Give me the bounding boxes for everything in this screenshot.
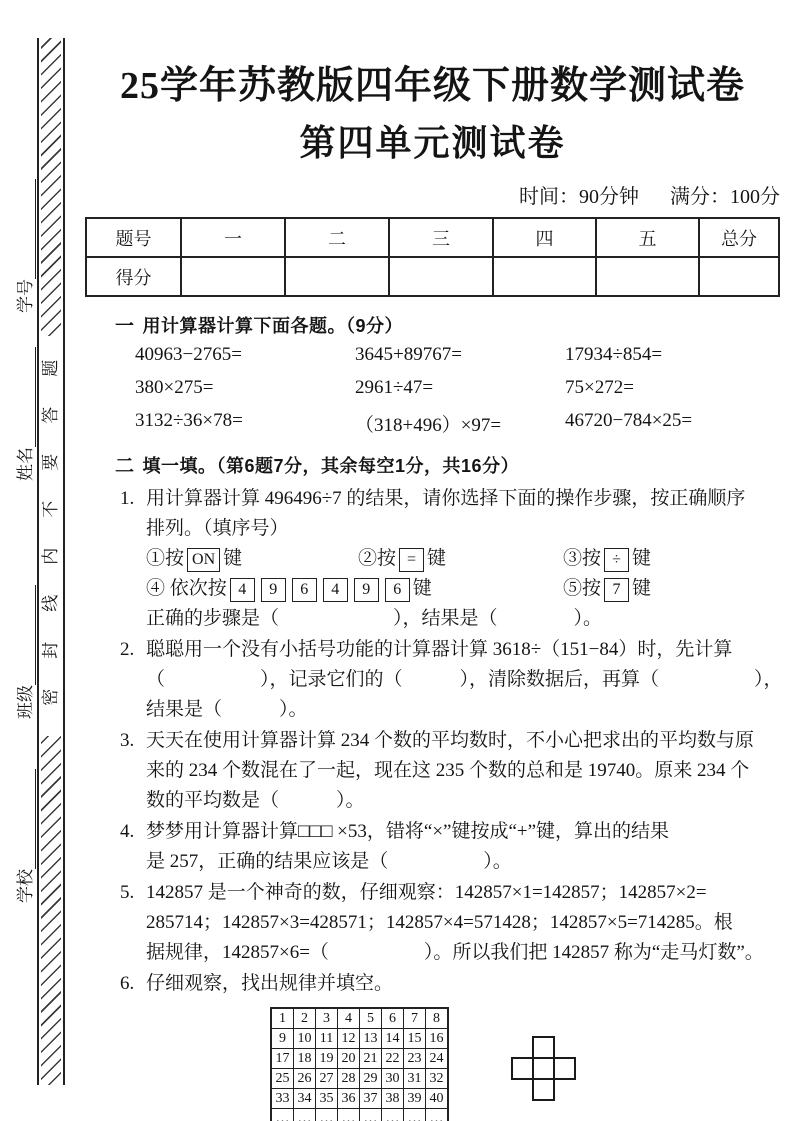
digit-key: 4 (323, 578, 348, 602)
question-1 (120, 484, 780, 634)
grid-cell: 9 (271, 1029, 294, 1049)
grid-cell: 4 (338, 1008, 360, 1029)
question-1-line2: 排列。（填序号） (146, 518, 289, 539)
grid-cell: 20 (338, 1049, 360, 1069)
grid-cell: 32 (426, 1069, 449, 1089)
divide-key: ÷ (604, 548, 629, 572)
name-label: 姓名 (16, 447, 35, 481)
grid-cell: 5 (360, 1008, 382, 1029)
header-part-5: 五 (596, 218, 699, 257)
seal-char: 答 (41, 406, 60, 424)
grid-cell: … (382, 1109, 404, 1121)
header-part-2: 二 (285, 218, 389, 257)
score-cell (181, 257, 285, 296)
header-total: 总分 (699, 218, 779, 257)
calculator-problems (85, 344, 780, 437)
question-3-number: 3. (120, 730, 135, 751)
grid-cell: 40 (426, 1089, 449, 1109)
paper-title-line1: 25学年苏教版四年级下册数学测试卷 (119, 65, 745, 107)
question-1-answer-blanks: 正确的步骤是（ ），结果是（ ）。 (146, 608, 603, 629)
problem: 380×275= (135, 377, 214, 398)
grid-cell: 34 (294, 1089, 316, 1109)
step-4-suffix: 键 (412, 578, 432, 599)
grid-cell: 39 (404, 1089, 426, 1109)
grid-cell: 17 (271, 1049, 294, 1069)
question-5-body (146, 878, 764, 968)
question-5-line1: 142857 是一个神奇的数，仔细观察：142857×1=142857；142857×2= (146, 882, 707, 903)
full-score: 满分：100分 (670, 186, 780, 208)
grid-cell: … (404, 1109, 426, 1121)
problem: 2961÷47= (355, 377, 434, 398)
school-label: 学校 (16, 869, 35, 903)
seal-char: 密 (41, 688, 60, 706)
grid-cell: … (360, 1109, 382, 1121)
student-number-field (11, 179, 36, 313)
question-6 (120, 969, 780, 999)
grid-row (271, 1089, 448, 1109)
question-4-line1: 梦梦用计算器计算□□□ ×53，错将“×”键按成“+”键，算出的结果 (146, 821, 670, 842)
question-2 (120, 635, 783, 725)
question-3 (120, 726, 780, 816)
name-blank-line (16, 347, 36, 447)
grid-cell: 22 (382, 1049, 404, 1069)
digit-key: 6 (292, 578, 317, 602)
section-2-number: 二 (115, 456, 135, 477)
grid-cell: 18 (294, 1049, 316, 1069)
question-2-number: 2. (120, 639, 135, 660)
question-4-body (146, 817, 669, 877)
seal-char: 不 (41, 500, 60, 518)
header-question-number: 题号 (86, 218, 181, 257)
grid-row (271, 1008, 448, 1029)
digit-key: 9 (354, 578, 379, 602)
question-3-line3: 数的平均数是（ ）。 (146, 790, 365, 811)
step-5-suffix: 键 (632, 578, 652, 599)
grid-cell: 10 (294, 1029, 316, 1049)
score-cell (285, 257, 389, 296)
exam-meta (85, 180, 780, 209)
question-1-steps-row2 (146, 574, 745, 604)
score-cell (596, 257, 699, 296)
seal-char: 题 (41, 359, 60, 377)
problem: 40963−2765= (135, 344, 242, 365)
question-6-number: 6. (120, 973, 135, 994)
grid-cell: 1 (271, 1008, 294, 1029)
seal-char: 内 (41, 547, 60, 565)
header-part-4: 四 (493, 218, 596, 257)
grid-cell: 13 (360, 1029, 382, 1049)
question-4 (120, 817, 780, 877)
problem: （318+496）×97= (355, 415, 502, 436)
grid-cell: 2 (294, 1008, 316, 1029)
hatch-pattern-bottom (41, 736, 61, 1085)
grid-cell: 19 (316, 1049, 338, 1069)
section-2-heading (115, 451, 780, 478)
plus-square-top (532, 1036, 555, 1059)
digit-key: 6 (385, 578, 410, 602)
grid-cell: 21 (360, 1049, 382, 1069)
grid-cell: 35 (316, 1089, 338, 1109)
student-number-label: 学号 (16, 279, 35, 313)
question-2-line2: （ ），记录它们的（ ），清除数据后，再算（ ）， (146, 669, 783, 690)
grid-cell: … (294, 1109, 316, 1121)
grid-cell: 29 (360, 1069, 382, 1089)
problem: 17934÷854= (565, 344, 663, 365)
section-1-title: 用计算器计算下面各题。（9分） (142, 316, 404, 336)
grid-cell: 7 (404, 1008, 426, 1029)
question-6-figure (270, 1007, 780, 1121)
question-3-line2: 来的 234 个数混在了一起，现在这 235 个数的总和是 19740。原来 234 个 (146, 760, 750, 781)
step-3-suffix: 键 (632, 548, 652, 569)
grid-cell: 23 (404, 1049, 426, 1069)
plus-square-right (553, 1057, 576, 1080)
question-6-line1: 仔细观察，找出规律并填空。 (146, 973, 394, 994)
student-info-labels (6, 38, 36, 1085)
step-4 (146, 574, 563, 604)
class-field (11, 585, 36, 719)
grid-cell: … (426, 1109, 449, 1121)
grid-cell: 3 (316, 1008, 338, 1029)
on-key: ON (187, 548, 220, 572)
digit-key: 4 (230, 578, 255, 602)
grid-cell: 38 (382, 1089, 404, 1109)
score-cell (493, 257, 596, 296)
paper-title-line2: 第四单元测试卷 (299, 123, 566, 163)
seal-char: 线 (41, 594, 60, 612)
grid-cell: 37 (360, 1089, 382, 1109)
grid-cell: … (338, 1109, 360, 1121)
grid-cell: 12 (338, 1029, 360, 1049)
digit-key: 9 (261, 578, 286, 602)
problem: 75×272= (565, 377, 634, 398)
step-1-suffix: 键 (223, 548, 243, 569)
question-6-body (146, 969, 393, 999)
score-cell (389, 257, 493, 296)
score-table-score-row (86, 257, 779, 296)
name-field (11, 347, 36, 481)
class-blank-line (16, 585, 36, 685)
step-4-text: ④ 依次按 (146, 578, 227, 599)
hatch-pattern-top (41, 38, 61, 336)
plus-square-left (511, 1057, 534, 1080)
grid-cell: … (316, 1109, 338, 1121)
plus-square-center (532, 1057, 555, 1080)
step-3 (563, 544, 745, 574)
seal-line-rotated (39, 38, 63, 1085)
plus-square-bottom (532, 1078, 555, 1101)
seal-char: 封 (41, 641, 60, 659)
question-2-line1: 聪聪用一个没有小括号功能的计算器计算 3618÷（151−84）时，先计算 (146, 639, 733, 660)
student-info-labels-rotated (6, 38, 36, 1085)
step-5 (563, 574, 745, 604)
step-2-suffix: 键 (427, 548, 447, 569)
score-table-header-row (86, 218, 779, 257)
grid-row (271, 1029, 448, 1049)
grid-cell: 25 (271, 1069, 294, 1089)
seven-key: 7 (604, 578, 629, 602)
step-3-text: ③按 (563, 548, 602, 569)
question-5 (120, 878, 780, 968)
grid-cell: 27 (316, 1069, 338, 1089)
problem: 3132÷36×78= (135, 410, 243, 431)
section-1-number: 一 (115, 316, 135, 337)
grid-row (271, 1109, 448, 1121)
question-5-line3: 据规律，142857×6=（ ）。所以我们把 142857 称为“走马灯数”。 (146, 942, 764, 963)
question-4-line2: 是 257，正确的结果应该是（ ）。 (146, 851, 512, 872)
grid-cell: 15 (404, 1029, 426, 1049)
seal-line-column (37, 38, 65, 1085)
grid-cell: 14 (382, 1029, 404, 1049)
question-2-body (146, 635, 783, 725)
time-limit: 时间：90分钟 (519, 186, 639, 208)
grid-cell: 30 (382, 1069, 404, 1089)
class-label: 班级 (16, 685, 35, 719)
equals-key: = (399, 548, 424, 572)
score-row-label: 得分 (86, 257, 181, 296)
number-grid (270, 1007, 449, 1121)
grid-cell: 11 (316, 1029, 338, 1049)
question-5-number: 5. (120, 882, 135, 903)
step-5-text: ⑤按 (563, 578, 602, 599)
grid-cell: 28 (338, 1069, 360, 1089)
step-2-text: ②按 (358, 548, 397, 569)
grid-cell: 36 (338, 1089, 360, 1109)
question-1-number: 1. (120, 488, 135, 509)
grid-cell: … (271, 1109, 294, 1121)
problem: 3645+89767= (355, 344, 462, 365)
question-2-line3: 结果是（ ）。 (146, 699, 308, 720)
grid-cell: 31 (404, 1069, 426, 1089)
paper-content (85, 40, 783, 1121)
grid-cell: 6 (382, 1008, 404, 1029)
header-part-1: 一 (181, 218, 285, 257)
question-1-line1: 用计算器计算 496496÷7 的结果，请你选择下面的操作步骤，按正确顺序 (146, 488, 746, 509)
section-1-heading (115, 311, 780, 338)
question-5-line2: 285714；142857×3=428571；142857×4=571428；142857×5=714285。根 (146, 912, 733, 933)
seal-char: 要 (41, 453, 60, 471)
grid-cell: 33 (271, 1089, 294, 1109)
fill-in-questions (85, 484, 783, 1121)
plus-shape-figure (511, 1036, 576, 1101)
grid-cell: 26 (294, 1069, 316, 1089)
score-cell (699, 257, 779, 296)
school-blank-line (16, 769, 36, 869)
student-number-blank-line (16, 179, 36, 279)
question-3-body (146, 726, 754, 816)
grid-cell: 16 (426, 1029, 449, 1049)
score-table (85, 217, 780, 297)
school-field (11, 769, 36, 903)
step-1-text: ①按 (146, 548, 185, 569)
section-2-title: 填一填。（第6题7分，其余每空1分，共16分） (142, 456, 520, 476)
question-1-body (146, 484, 745, 634)
question-3-line1: 天天在使用计算器计算 234 个数的平均数时，不小心把求出的平均数与原 (146, 730, 755, 751)
grid-row (271, 1049, 448, 1069)
question-4-number: 4. (120, 821, 135, 842)
step-2 (358, 544, 563, 574)
grid-cell: 8 (426, 1008, 449, 1029)
question-1-steps-row1 (146, 544, 745, 574)
grid-cell: 24 (426, 1049, 449, 1069)
header-part-3: 三 (389, 218, 493, 257)
step-1 (146, 544, 358, 574)
grid-row (271, 1069, 448, 1089)
problem: 46720−784×25= (565, 410, 693, 431)
number-grid-body (271, 1008, 448, 1121)
